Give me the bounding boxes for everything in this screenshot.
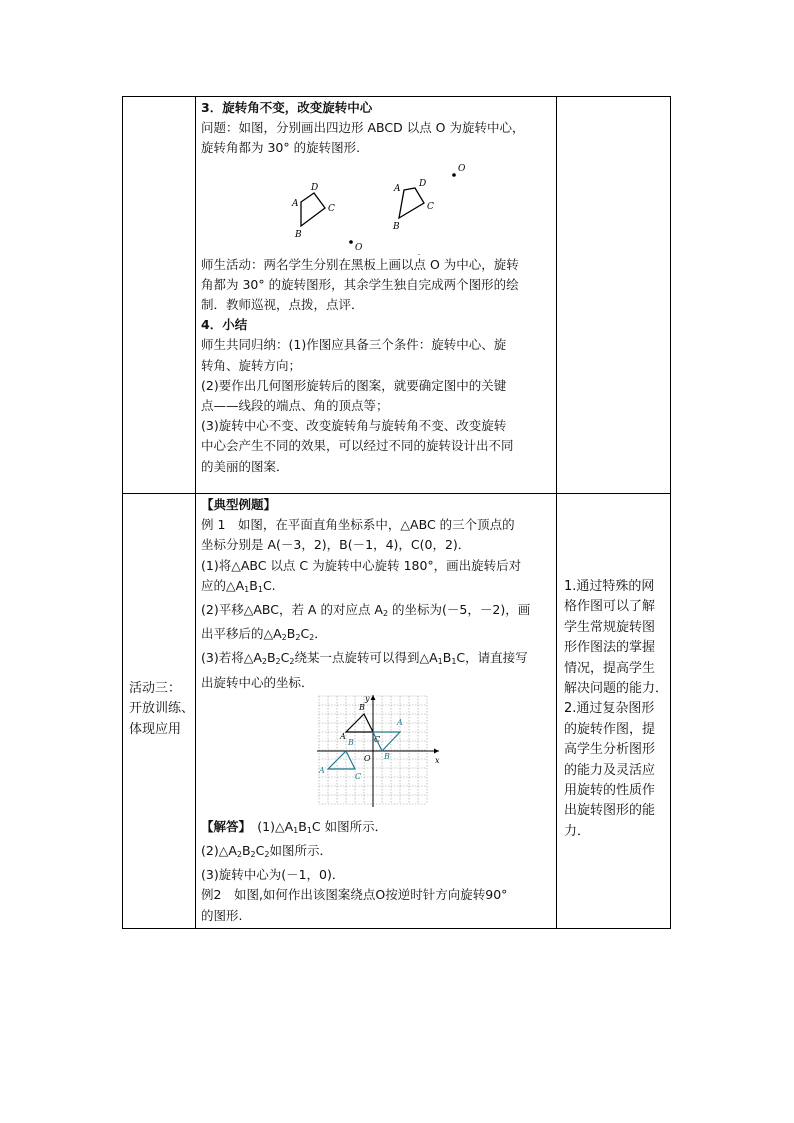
purpose-line: 的旋转作图，提 (564, 721, 656, 737)
center-point-o (452, 173, 456, 177)
label-d: D (311, 182, 319, 193)
coordinate-grid-figure (201, 693, 553, 817)
label-a: A (340, 731, 346, 741)
origin-label: O (364, 753, 371, 763)
x-axis-arrow-icon (434, 748, 439, 753)
activity-line: 制．教师巡视，点拨，点评． (201, 297, 364, 313)
example-line: 坐标分别是 A(－3，2)，B(－1，4)，C(0，2)． (201, 537, 471, 553)
example-2-line: 例2 如图,如何作出该图案绕点O按逆时针方向旋转90° (201, 887, 508, 903)
purpose-line: 2.通过复杂图形 (564, 701, 655, 717)
activity-line: 角都为 30° 的旋转图形，其余学生独自完成两个图形的绘 (201, 276, 519, 292)
purpose-line: 学生常规旋转图 (564, 619, 656, 635)
label-b: B (359, 702, 365, 712)
answer-2: $(2)\triangle A_2B_2C_2$如图所示． (201, 843, 332, 860)
quadrilateral-abcd (399, 188, 424, 218)
question-1: (1)将△ABC 以点 C 为旋转中心旋转 180°，画出旋转后对 (201, 557, 522, 573)
label-c: C (374, 734, 381, 744)
purpose-line: 格作图可以了解 (564, 599, 656, 615)
label-c: C (328, 203, 335, 214)
label-o: O (458, 163, 466, 174)
summary-line: 师生共同归纳：(1)作图应具备三个条件：旋转中心、旋 (201, 337, 507, 353)
rotation-figures (201, 159, 553, 255)
label-c2: C (355, 771, 362, 781)
purpose-line: 力． (564, 823, 591, 839)
example-2-line: 的图形. (201, 907, 243, 923)
summary-line: 点——线段的端点、角的顶点等； (201, 398, 389, 414)
section-title: 【典型例题】 (201, 497, 277, 512)
y-axis-label: y (365, 693, 370, 703)
example-line: 例 1 如图，在平面直角坐标系中，△ABC 的三个顶点的 (201, 517, 515, 533)
center-point-o (349, 240, 353, 244)
label-b2: B (348, 737, 354, 747)
triangle-a2b2c2 (328, 751, 355, 769)
purpose-line: 的能力及灵活应 (564, 762, 656, 778)
label-a: A (292, 198, 299, 209)
lesson-table (122, 96, 671, 929)
label-c: C (427, 201, 434, 212)
label-a1: A (397, 717, 403, 727)
summary-line: (2)要作出几何图形旋转后的图案，就要确定图中的关键 (201, 377, 507, 393)
column-divider (556, 97, 557, 928)
purpose-line: 形作图法的掌握 (564, 640, 656, 656)
question-3-cont: 出旋转中心的坐标． (201, 674, 314, 690)
answer-1: 【解答】 $(1)\triangle A_1B_1C$ 如图所示． (201, 818, 388, 835)
summary-line: (3)旋转中心不变、改变旋转角与旋转角不变、改变旋转 (201, 418, 507, 434)
answer-3: (3)旋转中心为(－1，0)． (201, 867, 345, 883)
row-divider (123, 493, 670, 494)
summary-line: 转角、旋转方向； (201, 357, 302, 373)
label-b1: B (384, 751, 390, 761)
summary-line: 的美丽的图案． (201, 458, 289, 474)
label-d: D (419, 178, 427, 189)
summary-line: 中心会产生不同的效果，可以经过不同的旋转设计出不同 (201, 438, 514, 454)
problem-line: 旋转角都为 30° 的旋转图形. (201, 140, 361, 156)
label-a2: A (319, 765, 325, 775)
x-axis-label: x (435, 755, 440, 765)
design-purpose (564, 577, 670, 842)
activity-label-line: 开放训练、 (129, 701, 195, 717)
activity-label-line: 体现应用 (129, 721, 182, 737)
quadrilateral-abcd (301, 193, 325, 226)
figure-b (392, 164, 466, 255)
question-3: (3)若将$\triangle A_2B_2C_2$绕某一点旋转可以得到$\triangle A_1B_1C$，请直接写 (201, 650, 528, 667)
question-2-cont: 出平移后的$\triangle A_2B_2C_2$． (201, 626, 327, 643)
problem-line: 问题：如图，分别画出四边形 ABCD 以点 O 为旋转中心， (201, 120, 525, 136)
purpose-line: 情况，提高学生 (564, 660, 656, 676)
purpose-line: 出旋转图形的能 (564, 803, 656, 819)
column-divider (195, 97, 196, 928)
label-o: O (355, 242, 363, 253)
question-1-cont: 应的$\triangle A_1B_1C$. (201, 577, 276, 594)
activity-label (129, 679, 195, 740)
label-b: B (393, 221, 400, 232)
label-b: B (295, 229, 302, 240)
row1-content (201, 98, 553, 477)
purpose-line: 用旋转的性质作 (564, 783, 656, 799)
summary-heading: 4．小结 (201, 317, 248, 333)
purpose-line: 1.通过特殊的网 (564, 579, 655, 594)
activity-line: 师生活动：两名学生分别在黑板上画以点 O 为中心，旋转 (201, 256, 519, 272)
purpose-line: 高学生分析图形 (564, 742, 656, 758)
purpose-line: 解决问题的能力． (564, 681, 669, 697)
label-a: A (394, 183, 401, 194)
section-heading: 3．旋转角不变，改变旋转中心 (201, 100, 373, 115)
question-2: (2)平移△ABC，若 A 的对应点 $A_2$ 的坐标为(－5，－2)，画 (201, 602, 531, 619)
figure-a (291, 183, 363, 255)
activity-label-line: 活动三： (129, 681, 182, 696)
row2-content (201, 495, 553, 926)
